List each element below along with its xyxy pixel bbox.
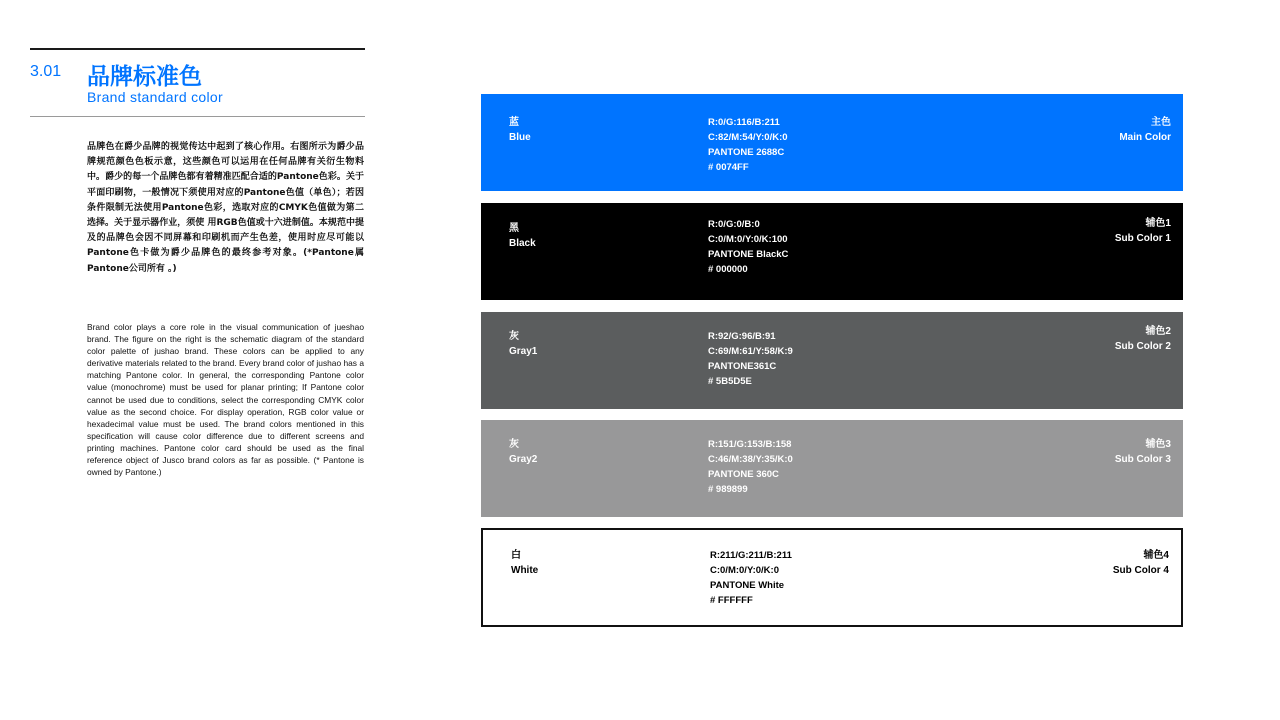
hex-value: # 0074FF: [708, 162, 749, 173]
swatch-values: [710, 548, 792, 608]
swatch-role: 辅色3 Sub Color 3: [1114, 439, 1171, 465]
header-divider: [30, 116, 365, 117]
swatch-name: 蓝 Blue: [509, 117, 531, 143]
description-en: Brand color plays a core role in the visual communication of jueshao brand. The figure on the right is the schematic diagram of the standard color palette of jushao brand. These colors can be applied to any derivative materials related to the brand. Every brand color of jushao has a matching Pantone color. In general, the corresponding Pantone color value (monochrome) must be used for planar printing; If Pantone color cannot be used due to conditions, select the corresponding CMYK color value as the second choice. For display operation, RGB color value or hexadecimal value must be used. The brand colors mentioned in this specification will cause color difference due to different screens and printing machines. Pantone color card should be used as the final reference object of Jusco brand colors as far as possible. (* Pantone is owned by Pantone.): [87, 322, 364, 478]
rgb-value: R:92/G:96/B:91: [708, 331, 776, 342]
pantone-value: PANTONE 360C: [708, 469, 779, 480]
swatch-name: 灰 Gray1: [509, 331, 538, 357]
hex-value: # 5B5D5E: [708, 376, 752, 387]
rgb-value: R:0/G:0/B:0: [708, 219, 760, 230]
swatch-blue: [481, 94, 1183, 191]
section-number: 3.01: [30, 63, 62, 80]
swatch-role: 主色 Main Color: [1119, 117, 1171, 143]
swatch-values: [708, 217, 788, 277]
pantone-value: PANTONE White: [710, 580, 785, 591]
swatch-values: [708, 329, 793, 389]
cmyk-value: C:0/M:0/Y:0/K:0: [710, 565, 779, 576]
swatch-values: [708, 115, 788, 175]
cmyk-value: C:46/M:38/Y:35/K:0: [708, 454, 793, 465]
hex-value: # 000000: [708, 264, 748, 275]
swatch-role: 辅色2 Sub Color 2: [1114, 326, 1171, 352]
header-top-rule: [30, 48, 365, 50]
cmyk-value: C:82/M:54/Y:0/K:0: [708, 132, 788, 143]
swatch-values: [708, 437, 793, 497]
cmyk-value: C:69/M:61/Y:58/K:9: [708, 346, 793, 357]
pantone-value: PANTONE 2688C: [708, 147, 785, 158]
description-cn: 品牌色在爵少品牌的视觉传达中起到了核心作用。右图所示为爵少品牌规范颜色色板示意，这些颜色可以运用在任何品牌有关衍生物料中。爵少的每一个品牌色都有着精准匹配合适的Pantone色彩。关于平面印刷物，一般情况下须使用对应的Pantone色值（单色）；若因条件限制无法使用Pantone色彩，选取对应的CMYK色值做为第二选择。关于显示器作业，须使 用RGB色值或十六进制值。本规范中提及的品牌色会因不同屏幕和印刷机而产生色差，使用时应尽可能以Pantone色卡做为爵少品牌色的最终参考对象。(*Pantone属Pantone公司所有 。): [87, 142, 364, 274]
cmyk-value: C:0/M:0/Y:0/K:100: [708, 234, 788, 245]
swatch-name: 灰 Gray2: [509, 439, 538, 465]
swatch-name: 白 White: [511, 550, 539, 576]
page-title-cn: 品牌标准色: [87, 64, 202, 90]
hex-value: # 989899: [708, 484, 748, 495]
rgb-value: R:211/G:211/B:211: [710, 550, 792, 561]
swatch-name: 黑 Black: [509, 223, 536, 249]
page-title-en: Brand standard color: [87, 89, 223, 105]
swatch-role: 辅色4 Sub Color 4: [1112, 550, 1169, 576]
pantone-value: PANTONE361C: [708, 361, 777, 372]
pantone-value: PANTONE BlackC: [708, 249, 789, 260]
rgb-value: R:151/G:153/B:158: [708, 439, 792, 450]
swatch-gray2: [481, 420, 1183, 517]
hex-value: # FFFFFF: [710, 595, 753, 606]
swatch-gray1: [481, 312, 1183, 409]
rgb-value: R:0/G:116/B:211: [708, 117, 780, 128]
swatch-white: [481, 528, 1183, 627]
swatch-black: [481, 203, 1183, 300]
swatch-role: 辅色1 Sub Color 1: [1114, 218, 1171, 244]
